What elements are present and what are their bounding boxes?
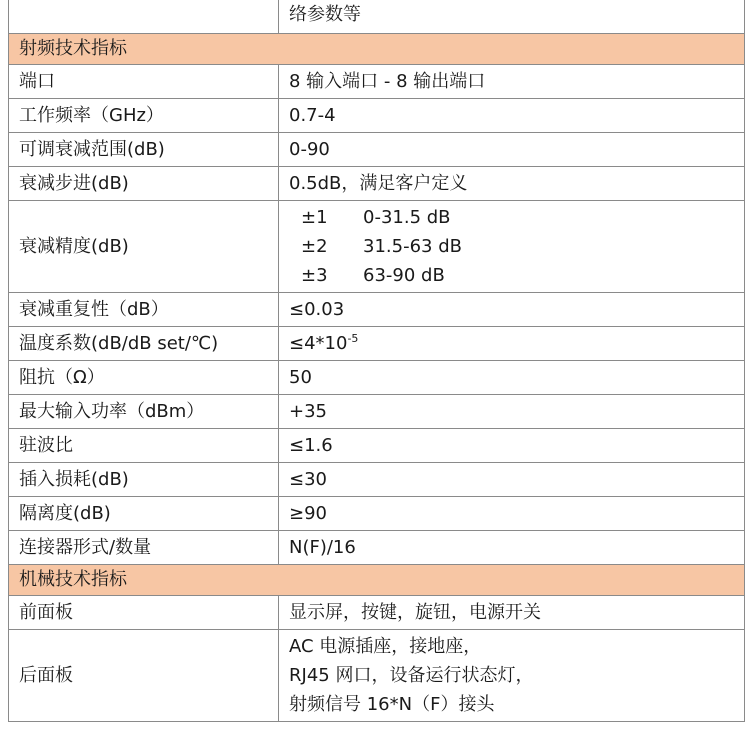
table-row [9,0,745,34]
table-row [9,596,745,630]
accuracy-range: 0-31.5 dB [363,207,451,228]
accuracy-line [289,203,738,232]
accuracy-range: 31.5-63 dB [363,236,462,257]
section-title: 射频技术指标 [9,34,745,65]
spec-label: 衰减步进(dB) [9,167,279,201]
table-row [9,361,745,395]
spec-value-accuracy [279,201,745,293]
temp-coefficient-exponent: -5 [347,332,359,345]
spec-value [279,327,745,361]
spec-table [8,0,745,722]
table-row [9,293,745,327]
spec-value: ≥90 [279,497,745,531]
spec-value: 显示屏，按键，旋钮，电源开关 [279,596,745,630]
spec-label: 衰减精度(dB) [9,201,279,293]
spec-value: 50 [279,361,745,395]
table-row [9,65,745,99]
spec-value: ≤1.6 [279,429,745,463]
spec-value: 0.5dB，满足客户定义 [279,167,745,201]
table-row [9,497,745,531]
table-row [9,463,745,497]
section-title: 机械技术指标 [9,565,745,596]
table-row [9,99,745,133]
spec-label: 衰减重复性（dB） [9,293,279,327]
table-row-accuracy [9,201,745,293]
table-row-rear-panel [9,630,745,722]
spec-label: 最大输入功率（dBm） [9,395,279,429]
section-header-rf [9,34,745,65]
rear-panel-line: 射频信号 16*N（F）接头 [289,694,495,715]
rear-panel-line: AC 电源插座，接地座， [289,636,482,657]
table-row [9,429,745,463]
spec-value: ≤0.03 [279,293,745,327]
table-row [9,531,745,565]
spec-label: 阻抗（Ω） [9,361,279,395]
spec-label: 后面板 [9,630,279,722]
accuracy-tolerance: ±3 [301,265,328,286]
spec-label: 隔离度(dB) [9,497,279,531]
table-row [9,395,745,429]
spec-value: 0-90 [279,133,745,167]
spec-value: 络参数等 [279,0,745,34]
spec-label [9,0,279,34]
spec-label: 端口 [9,65,279,99]
spec-label: 插入损耗(dB) [9,463,279,497]
accuracy-tolerance: ±2 [301,236,328,257]
spec-label: 连接器形式/数量 [9,531,279,565]
spec-value: 0.7-4 [279,99,745,133]
table-row [9,327,745,361]
accuracy-line [289,232,738,261]
accuracy-tolerance: ±1 [301,207,328,228]
spec-value: ≤30 [279,463,745,497]
spec-value: N(F)/16 [279,531,745,565]
accuracy-line [289,261,738,290]
accuracy-range: 63-90 dB [363,265,445,286]
spec-value: +35 [279,395,745,429]
section-header-mech [9,565,745,596]
table-row [9,133,745,167]
spec-label: 前面板 [9,596,279,630]
spec-label: 驻波比 [9,429,279,463]
spec-label: 温度系数(dB/dB set/℃) [9,327,279,361]
spec-label: 可调衰减范围(dB) [9,133,279,167]
temp-coefficient-base: ≤4*10 [289,333,348,354]
spec-label: 工作频率（GHz） [9,99,279,133]
spec-value-rear-panel [279,630,745,722]
spec-sheet [8,0,744,722]
spec-value: 8 输入端口 - 8 输出端口 [279,65,745,99]
table-row [9,167,745,201]
rear-panel-line: RJ45 网口，设备运行状态灯， [289,665,534,686]
